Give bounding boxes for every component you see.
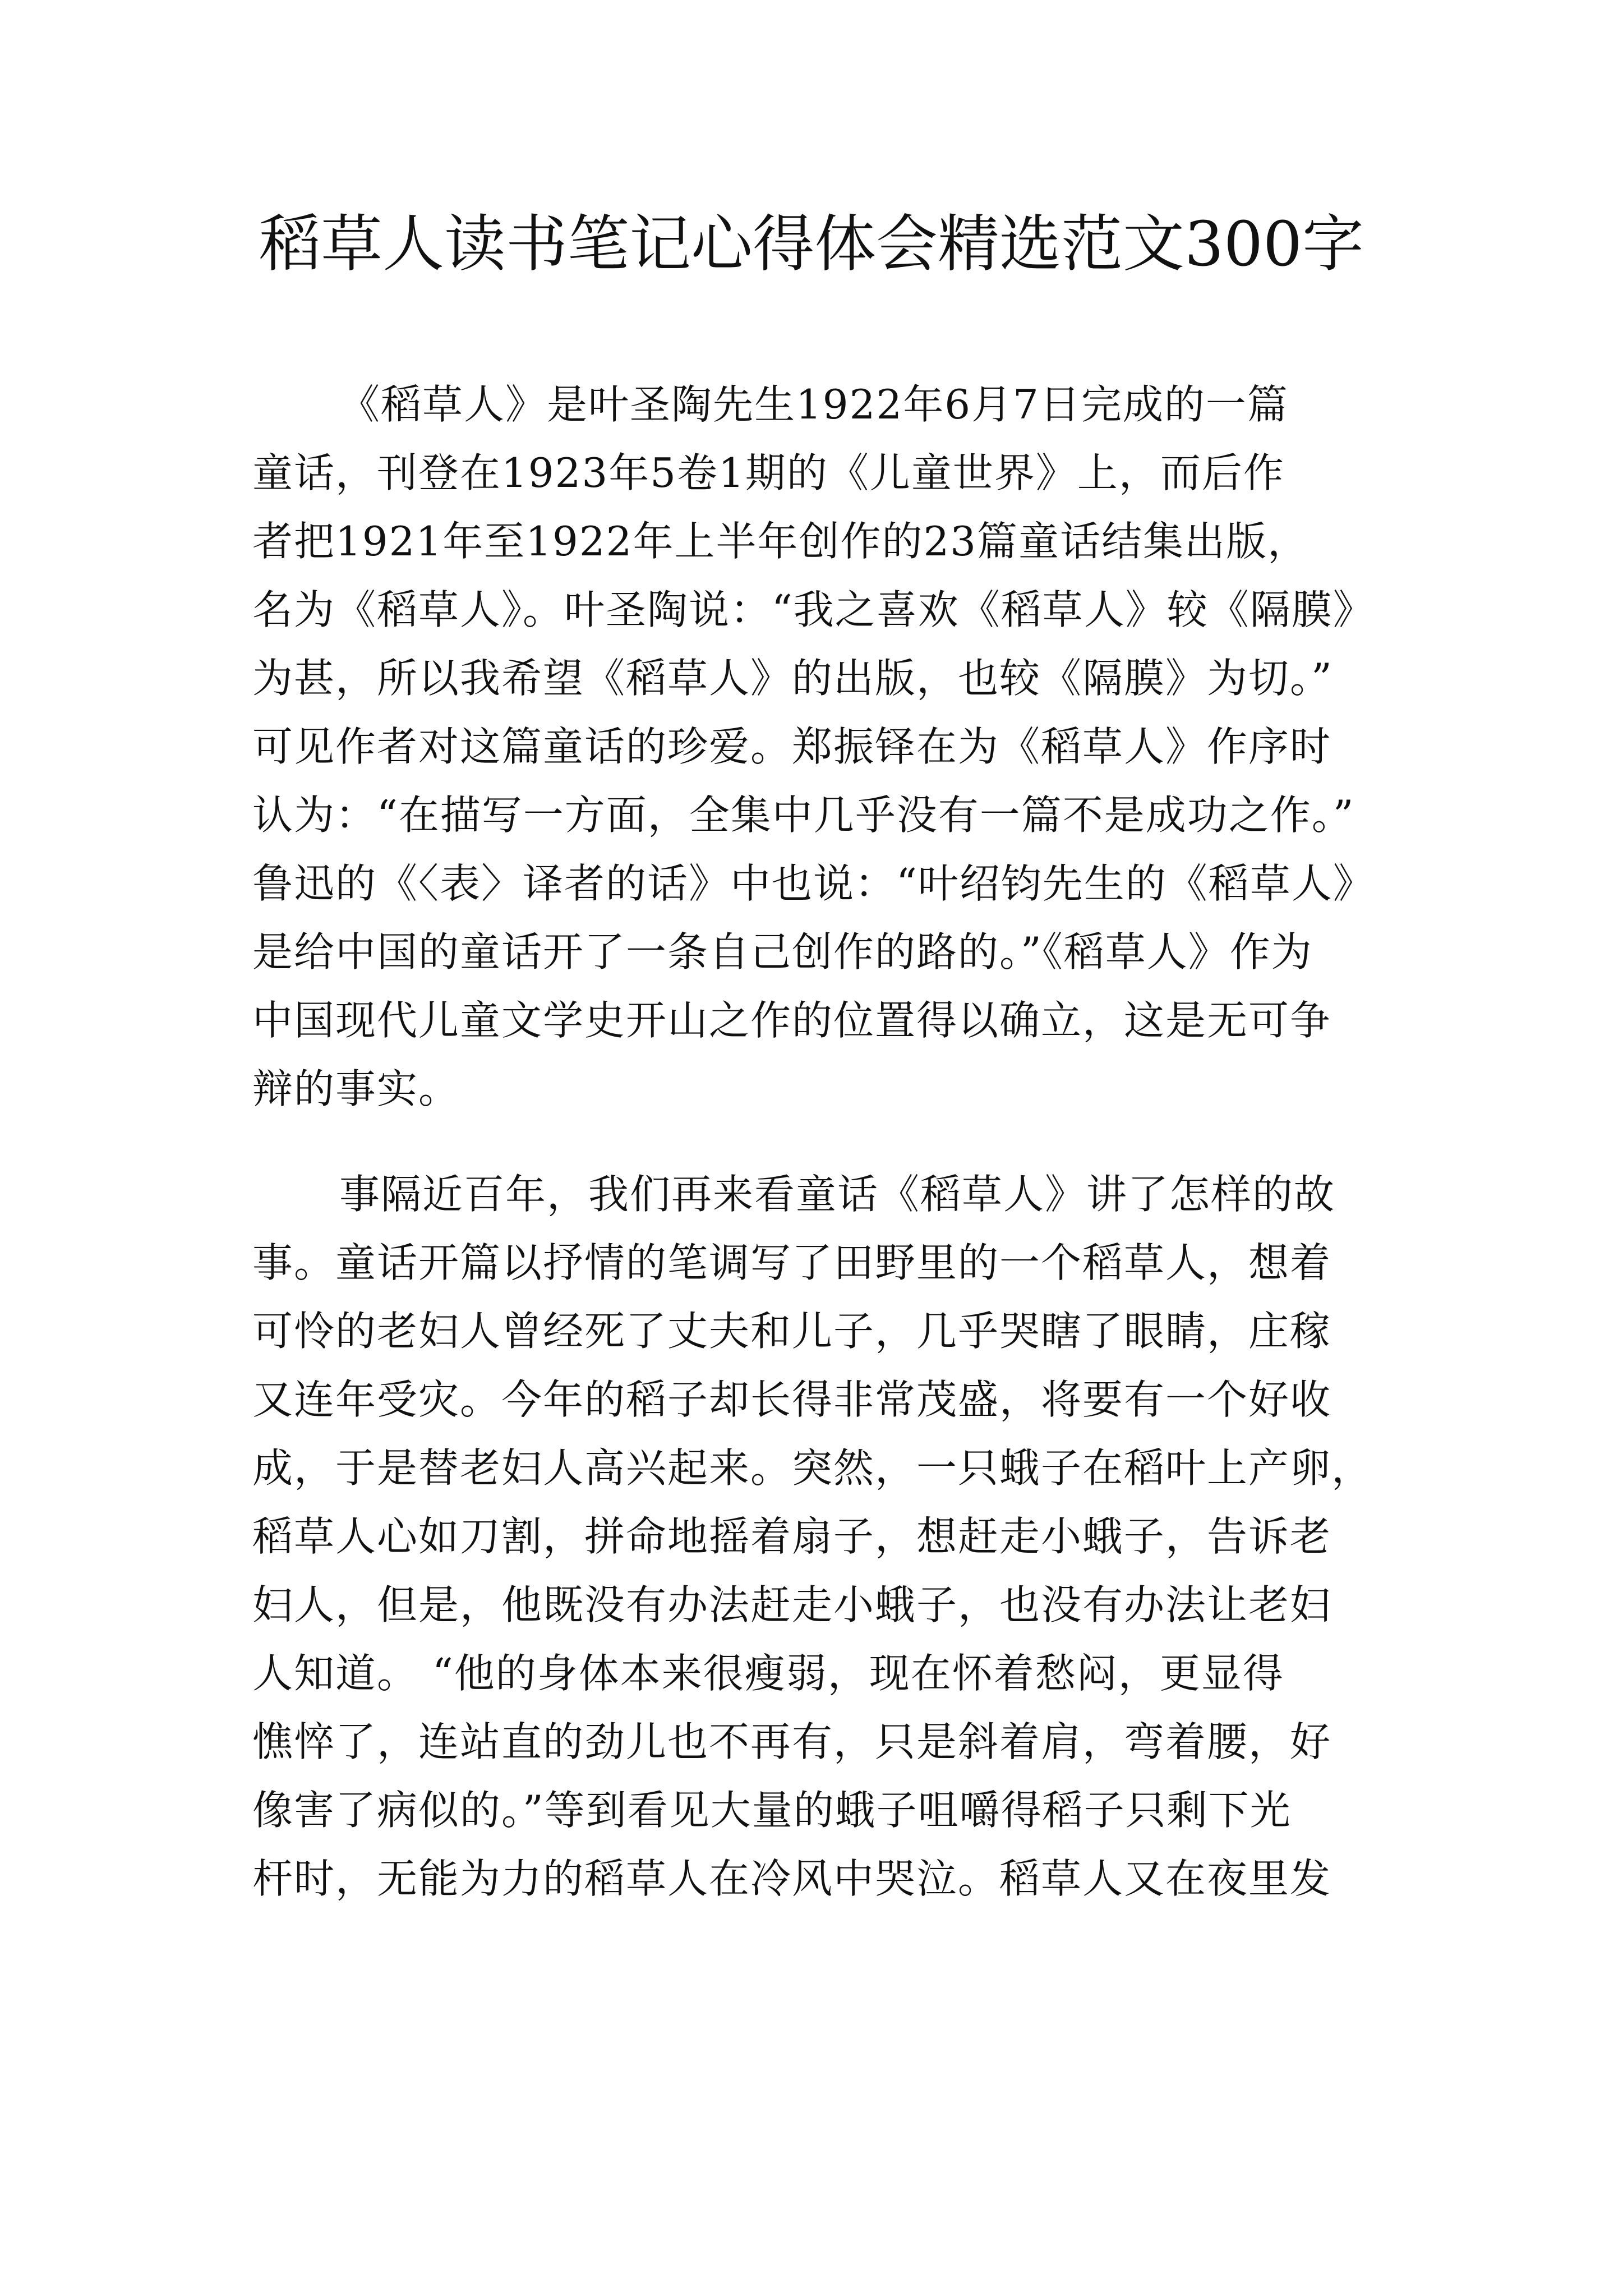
document-body [252,370,1458,1913]
text-line: 人知道。 “他的身体本来很瘦弱，现在怀着愁闷，更显得 [252,1650,1284,1697]
text-line: 是给中国的童话开了一条自己创作的路的。”《稻草人》作为 [252,928,1313,976]
text-line: 《稻草人》是叶圣陶先生1922年6月7日完成的一篇 [339,381,1289,428]
text-line: 成，于是替老妇人高兴起来。突然，一只蛾子在稻叶上产卵， [252,1444,1373,1492]
document-title: 稻草人读书笔记心得体会精选范文300字 [259,208,1364,280]
text-line: 辩的事实。 [252,1065,460,1112]
text-line: 可见作者对这篇童话的珍爱。郑振铎在为《稻草人》作序时 [252,723,1332,770]
text-line: 憔悴了，连站直的劲儿也不再有，只是斜着肩，弯着腰，好 [252,1718,1332,1765]
text-line: 者把1921年至1922年上半年创作的23篇童话结集出版， [252,518,1310,565]
text-line: 名为《稻草人》。叶圣陶说：“我之喜欢《稻草人》较《隔膜》 [252,586,1375,633]
text-line: 事。童话开篇以抒情的笔调写了田野里的一个稻草人，想着 [252,1239,1332,1286]
text-line: 像害了病似的。”等到看见大量的蛾子咀嚼得稻子只剩下光 [252,1787,1292,1834]
text-line: 事隔近百年，我们再来看童话《稻草人》讲了怎样的故 [339,1171,1336,1218]
text-line: 为甚，所以我希望《稻草人》的出版，也较《隔膜》为切。” [252,655,1333,702]
text-line: 妇人，但是，他既没有办法赶走小蛾子，也没有办法让老妇 [252,1581,1332,1628]
text-line: 鲁迅的《〈表〉译者的话》中也说：“叶绍钧先生的《稻草人》 [252,860,1375,907]
text-line: 中国现代儿童文学史开山之作的位置得以确立，这是无可争 [252,997,1332,1044]
text-line: 稻草人心如刀割，拼命地摇着扇子，想赶走小蛾子，告诉老 [252,1513,1332,1560]
paragraph-spacer [252,1123,1458,1160]
paragraph-2 [252,1160,1458,1913]
paragraph-1 [252,370,1458,1123]
text-line: 可怜的老妇人曾经死了丈夫和儿子，几乎哭瞎了眼睛，庄稼 [252,1308,1332,1355]
text-line: 童话，刊登在1923年5卷1期的《儿童世界》上，而后作 [252,449,1285,496]
text-line: 认为：“在描写一方面，全集中几乎没有一篇不是成功之作。” [252,792,1355,839]
text-line: 又连年受灾。今年的稻子却长得非常茂盛，将要有一个好收 [252,1376,1332,1423]
text-line: 杆时，无能为力的稻草人在冷风中哭泣。稻草人又在夜里发 [252,1855,1332,1902]
